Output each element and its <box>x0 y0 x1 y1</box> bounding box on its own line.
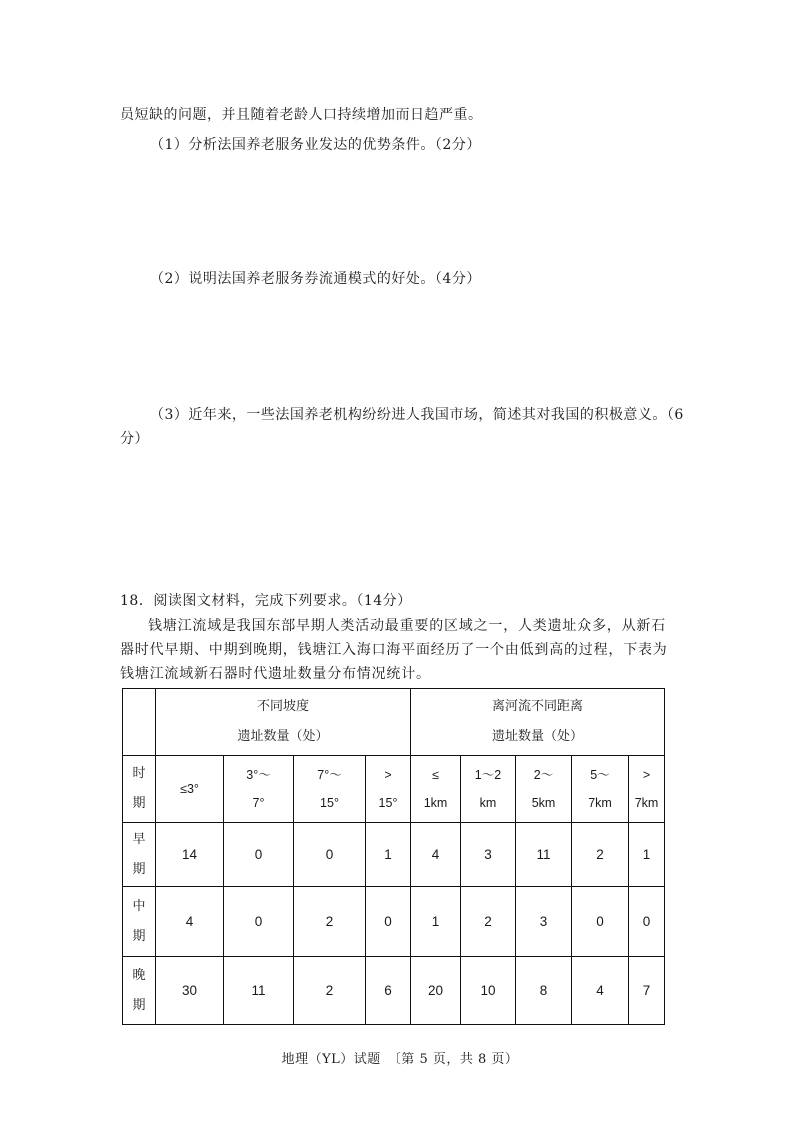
distance-col-4: 5～ 7km <box>572 756 629 823</box>
page-footer: 地理（YL）试题 〔第 5 页，共 8 页） <box>281 1052 519 1067</box>
table-cell: 11 <box>224 957 294 1025</box>
question-17-3-wrap: 分） <box>120 431 149 447</box>
table-cell: 4 <box>156 887 224 957</box>
table-cell: 2 <box>461 887 516 957</box>
distance-col-2: 1～2 km <box>461 756 516 823</box>
slope-col-4: > 15° <box>366 756 411 823</box>
row-label: 中 期 <box>123 887 156 957</box>
table-cell: 10 <box>461 957 516 1025</box>
table-group-header-row <box>123 689 665 756</box>
period-header: 时 期 <box>123 756 156 823</box>
table-cell: 30 <box>156 957 224 1025</box>
row-label: 晚 期 <box>123 957 156 1025</box>
table-row <box>123 887 665 957</box>
distance-group-header: 离河流不同距离 遗址数量（处） <box>411 689 665 756</box>
question-17-3: （3）近年来，一些法国养老机构纷纷进人我国市场，简述其对我国的积极意义。（6 <box>150 407 684 423</box>
slope-col-3: 7°～ 15° <box>294 756 366 823</box>
table-cell: 7 <box>629 957 665 1025</box>
table-cell: 0 <box>572 887 629 957</box>
table-cell: 2 <box>294 887 366 957</box>
table-cell: 4 <box>572 957 629 1025</box>
distance-col-5: > 7km <box>629 756 665 823</box>
table-cell: 1 <box>366 823 411 887</box>
table-cell: 0 <box>224 823 294 887</box>
question-18-material: 钱塘江流域是我国东部早期人类活动最重要的区域之一，人类遗址众多，从新石器时代早期、中期到晚期，钱塘江入海口海平面经历了一个由低到高的过程，下表为钱塘江流域新石器时代遗址数量分布情况统计。 <box>120 618 668 682</box>
question-17-2: （2）说明法国养老服务券流通模式的好处。（4分） <box>150 271 481 287</box>
table-cell: 0 <box>294 823 366 887</box>
table-cell: 2 <box>294 957 366 1025</box>
table-row <box>123 823 665 887</box>
slope-col-1: ≤3° <box>156 756 224 823</box>
intro-continuation: 员短缺的问题，并且随着老龄人口持续增加而日趋严重。 <box>120 107 483 123</box>
table-cell: 1 <box>629 823 665 887</box>
table-cell: 1 <box>411 887 461 957</box>
table-cell: 20 <box>411 957 461 1025</box>
table-cell: 3 <box>516 887 572 957</box>
row-label: 早 期 <box>123 823 156 887</box>
table-cell: 6 <box>366 957 411 1025</box>
question-18-title: 18．阅读图文材料，完成下列要求。（14分） <box>120 593 412 609</box>
table-row <box>123 957 665 1025</box>
question-17-1: （1）分析法国养老服务业发达的优势条件。（2分） <box>150 137 481 153</box>
table-column-header-row <box>123 756 665 823</box>
table-cell: 0 <box>366 887 411 957</box>
table-cell: 8 <box>516 957 572 1025</box>
distance-col-1: ≤ 1km <box>411 756 461 823</box>
table-cell: 2 <box>572 823 629 887</box>
table-cell: 11 <box>516 823 572 887</box>
table-cell: 3 <box>461 823 516 887</box>
table-cell: 0 <box>224 887 294 957</box>
slope-group-header: 不同坡度 遗址数量（处） <box>156 689 411 756</box>
table-cell: 14 <box>156 823 224 887</box>
distance-col-3: 2～ 5km <box>516 756 572 823</box>
site-distribution-table <box>122 688 665 1025</box>
table-cell: 0 <box>629 887 665 957</box>
table-corner-cell <box>123 689 156 756</box>
table-cell: 4 <box>411 823 461 887</box>
slope-col-2: 3°～ 7° <box>224 756 294 823</box>
